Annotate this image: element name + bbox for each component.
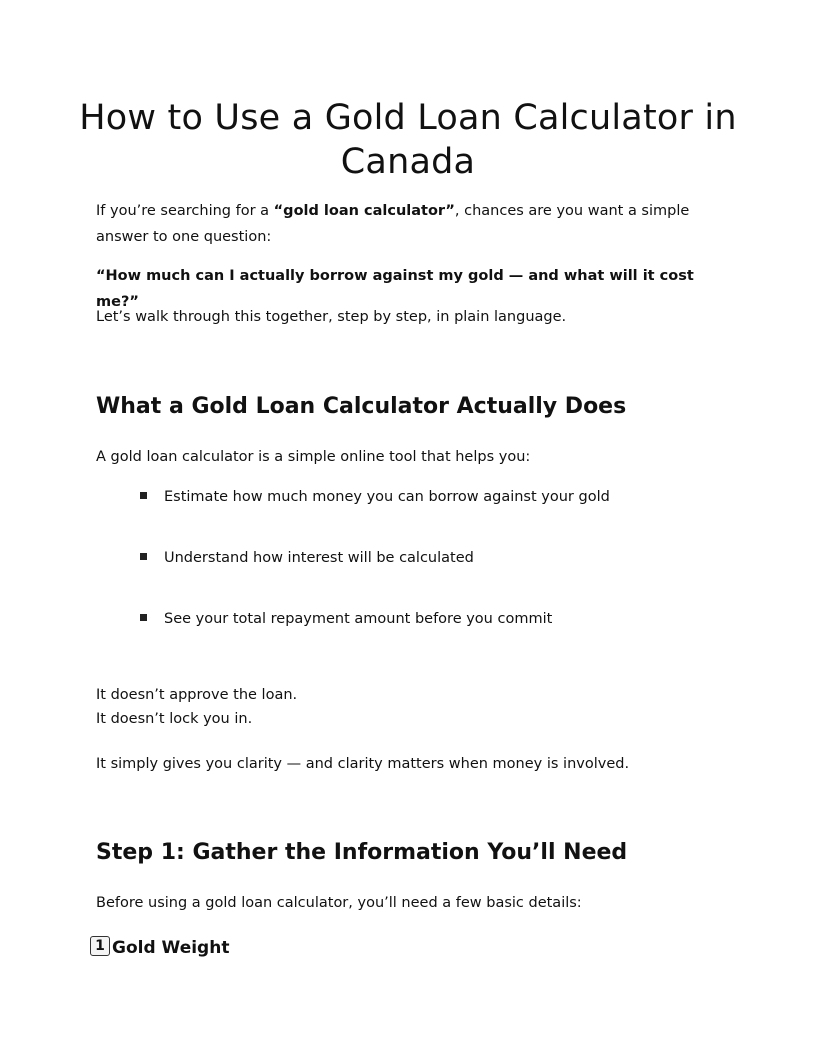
clarity-paragraph: It simply gives you clarity — and clarity matters when money is involved. [96,756,630,772]
disclaimer-line-2: It doesn’t lock you in. [96,711,253,727]
list-item [140,547,474,569]
square-bullet-icon [140,553,147,560]
intro-walkthrough: Let’s walk through this together, step by step, in plain language. [96,309,567,325]
list-item-text: See your total repayment amount before you commit [164,611,553,627]
intro-text-before: If you’re searching for a [96,203,274,219]
list-item-text: Estimate how much money you can borrow against your gold [164,489,610,505]
subheading-text: Gold Weight [112,938,230,958]
keycap-number-icon: 1 [90,936,110,956]
subheading-gold-weight [90,936,229,960]
list-item [140,608,552,630]
square-bullet-icon [140,492,147,499]
intro-question-text: “How much can I actually borrow against my gold — and what will it cost me?” [96,268,694,310]
list-item-text: Understand how interest will be calculated [164,550,474,566]
section2-lead: Before using a gold loan calculator, you’ll need a few basic details: [96,895,582,911]
disclaimer-lines [96,683,736,731]
section-heading-what-it-does: What a Gold Loan Calculator Actually Does [96,394,627,419]
section1-lead: A gold loan calculator is a simple online tool that helps you: [96,449,531,465]
square-bullet-icon [140,614,147,621]
list-item [140,486,610,508]
disclaimer-line-1: It doesn’t approve the loan. [96,687,298,703]
page-title: How to Use a Gold Loan Calculator in Canada [79,98,737,182]
intro-bold-keyword: “gold loan calculator” [273,203,455,219]
intro-paragraph [96,198,736,250]
section-heading-step-1: Step 1: Gather the Information You’ll Need [96,840,628,865]
intro-text-after: , chances are you want a simple answer to one question: [96,203,690,245]
